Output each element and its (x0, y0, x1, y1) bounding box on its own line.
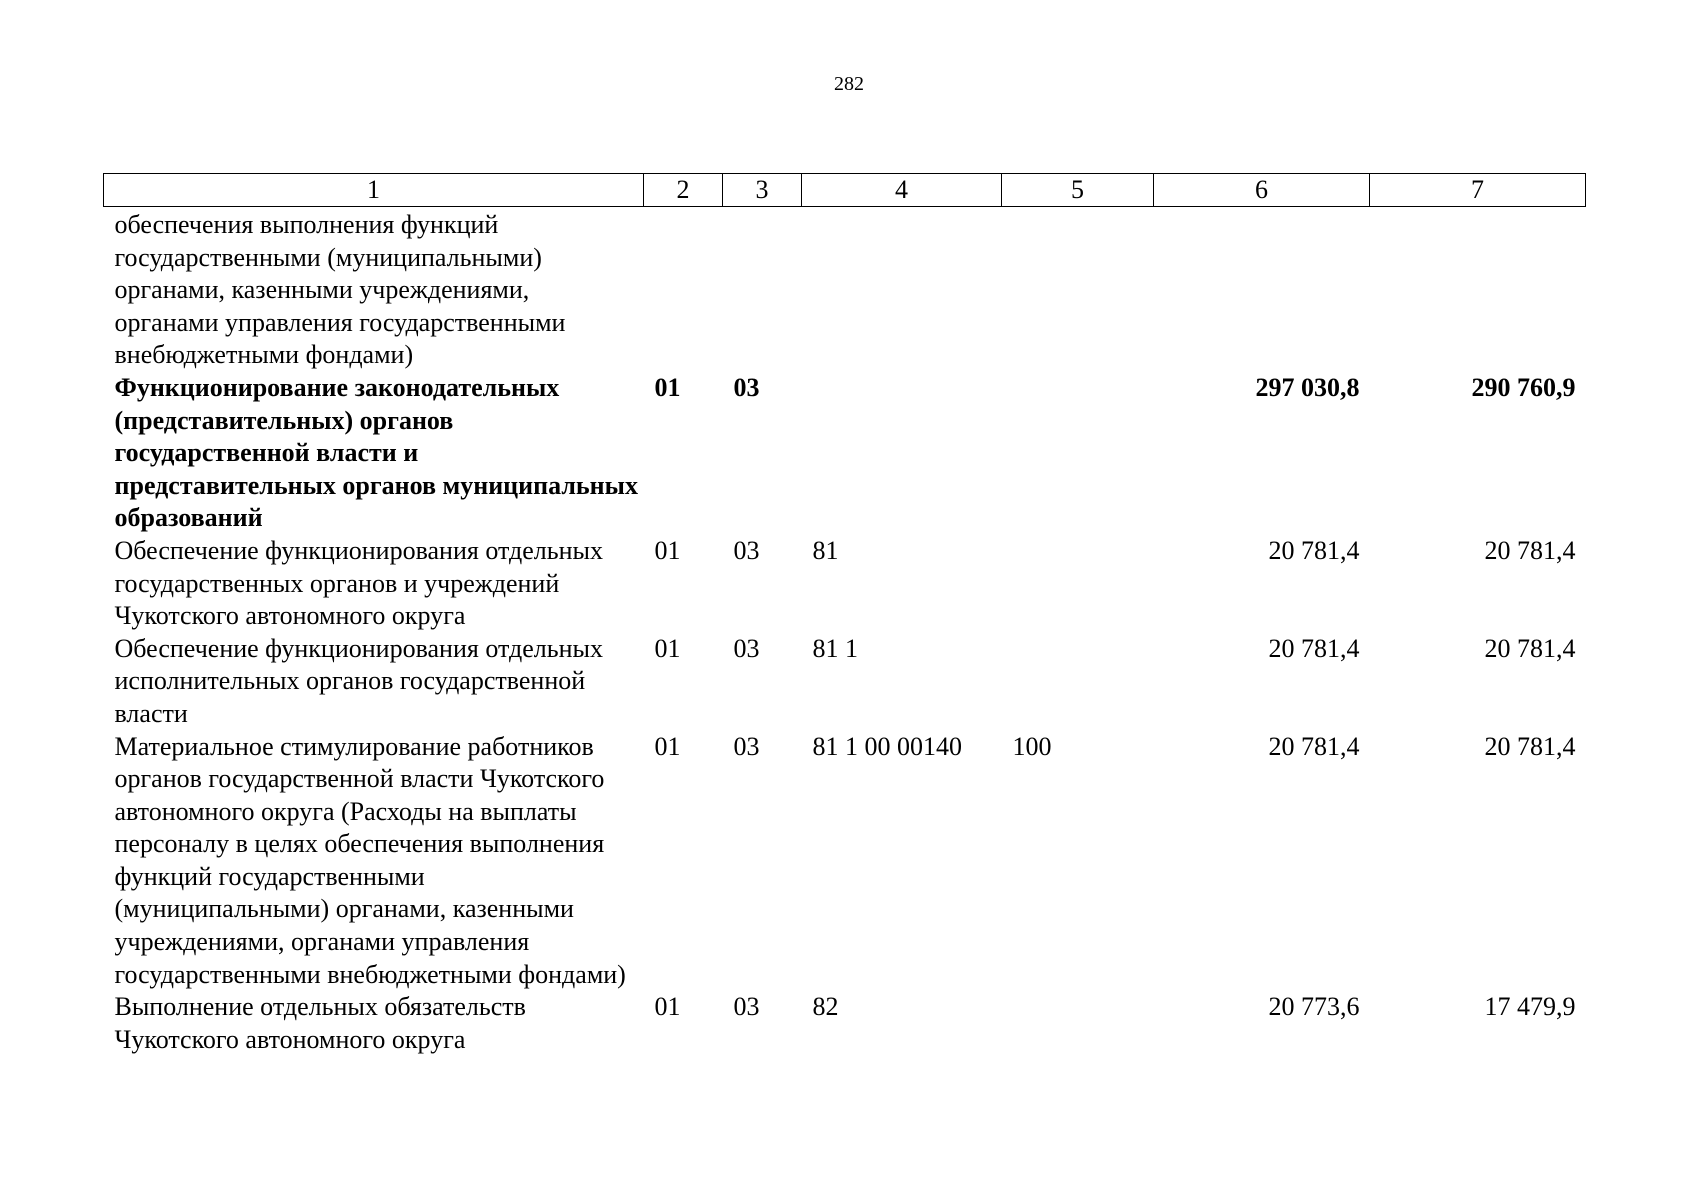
row-rz: 01 (654, 992, 681, 1022)
row-sum-2: 20 781,4 (1484, 633, 1576, 663)
row-pr (723, 207, 802, 372)
header-col-3: 3 (723, 174, 802, 207)
row-sum-2: 17 479,9 (1484, 992, 1576, 1022)
row-csr: 82 (812, 992, 839, 1022)
row-vr: 100 (1012, 731, 1052, 761)
row-name: Выполнение отдельных обязательств Чукотского автономного округа (114, 992, 526, 1054)
row-rz (644, 207, 723, 372)
table-row (104, 991, 1586, 1056)
row-name: Обеспечение функционирования отдельных исполнительных органов государственной власти (114, 633, 604, 728)
row-csr: 81 1 (812, 633, 858, 663)
row-name: Материальное стимулирование работников органов государственной власти Чукотского автономного округа (Расходы на выплаты персоналу в целях обеспечения выполнения функций государственными (муниципальными) органами, казенными учреждениями, органами управления государственными внебюджетными фондами) (114, 731, 626, 989)
row-sum-1: 20 781,4 (1268, 535, 1360, 565)
table-header-row (104, 174, 1586, 207)
header-col-2: 2 (644, 174, 723, 207)
row-sum-1: 297 030,8 (1255, 372, 1360, 402)
row-rz: 01 (654, 535, 681, 565)
row-pr: 03 (733, 992, 760, 1022)
header-col-5: 5 (1002, 174, 1154, 207)
row-pr: 03 (733, 731, 760, 761)
table-row (104, 207, 1586, 372)
row-name: Функционирование законодательных (представительных) органов государственной власти и представительных органов муниципальных образований (114, 372, 638, 533)
page-number: 282 (834, 73, 864, 95)
row-pr: 03 (733, 633, 760, 663)
row-sum-2 (1370, 207, 1586, 372)
row-vr (1002, 535, 1154, 633)
row-sum-1: 20 773,6 (1268, 992, 1360, 1022)
row-vr (1002, 372, 1154, 535)
row-name: обеспечения выполнения функций государственными (муниципальными) органами, казенными учреждениями, органами управления государственными внебюджетными фондами) (114, 210, 566, 370)
row-pr: 03 (733, 535, 760, 565)
row-vr (1002, 207, 1154, 372)
row-pr: 03 (733, 372, 760, 402)
row-csr (802, 207, 1002, 372)
table-row (104, 535, 1586, 633)
header-col-4: 4 (802, 174, 1002, 207)
header-col-7: 7 (1370, 174, 1586, 207)
row-vr (1002, 991, 1154, 1056)
row-name: Обеспечение функционирования отдельных государственных органов и учреждений Чукотского автономного округа (114, 535, 604, 631)
row-sum-2: 20 781,4 (1484, 731, 1576, 761)
row-sum-1: 20 781,4 (1268, 633, 1360, 663)
row-csr: 81 (812, 535, 839, 565)
budget-table (103, 173, 1586, 1056)
row-rz: 01 (654, 372, 681, 402)
table-row (104, 372, 1586, 535)
row-csr: 81 1 00 00140 (812, 731, 962, 761)
row-sum-2: 20 781,4 (1484, 535, 1576, 565)
row-csr (802, 372, 1002, 535)
row-sum-2: 290 760,9 (1471, 372, 1576, 402)
header-col-1: 1 (104, 174, 644, 207)
row-sum-1: 20 781,4 (1268, 731, 1360, 761)
header-col-6: 6 (1154, 174, 1370, 207)
row-vr (1002, 633, 1154, 731)
table-row (104, 731, 1586, 992)
row-sum-1 (1154, 207, 1370, 372)
row-rz: 01 (654, 633, 681, 663)
row-rz: 01 (654, 731, 681, 761)
table-row (104, 633, 1586, 731)
